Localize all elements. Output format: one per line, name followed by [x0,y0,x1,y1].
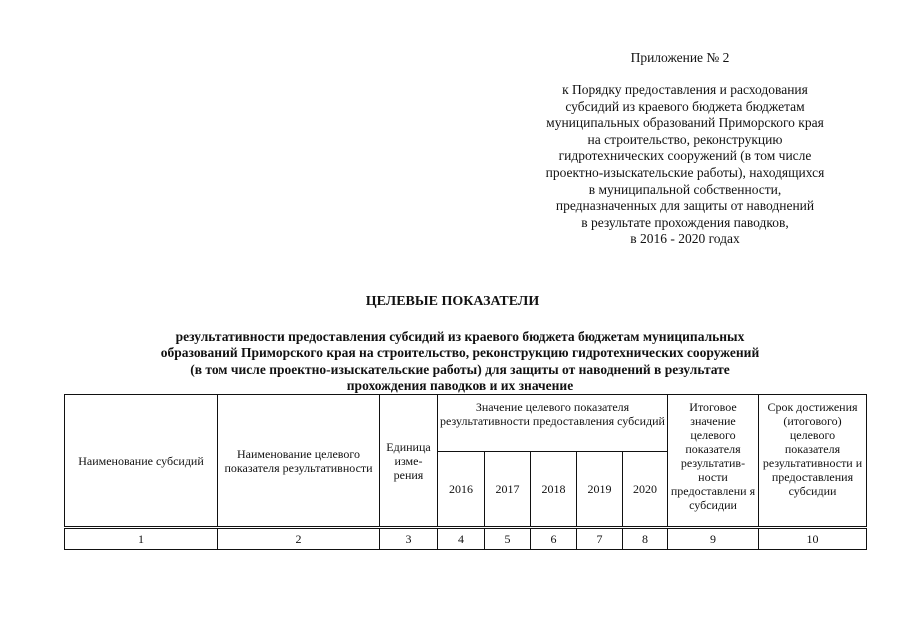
header-year: 2020 [623,452,668,528]
header-year: 2019 [577,452,623,528]
appendix-line: гидротехнических сооружений (в том числе [558,148,812,164]
subtitle-line: прохождения паводков и их значение [346,377,574,393]
column-number-row [65,528,867,550]
column-number: 2 [218,528,380,550]
appendix-line: в 2016 - 2020 годах [630,231,740,247]
header-indicator-name: Наименование целевого показателя результативности [218,395,380,528]
column-number: 4 [438,528,485,550]
appendix-line: муниципальных образований Приморского края [546,115,824,131]
header-year: 2017 [485,452,531,528]
header-subsidy-name: Наименование субсидий [65,395,218,528]
appendix-line: в результате прохождения паводков, [581,214,789,230]
subtitle-line: (в том числе проектно-изыскательские работы) для защиты от наводнений в результате [190,361,730,377]
appendix-line: к Порядку предоставления и расходования [562,82,808,97]
appendix-line: в муниципальной собственности, [588,181,782,197]
appendix-line: предназначенных для защиты от наводнений [555,198,815,214]
column-number: 1 [65,528,218,550]
appendix-number: Приложение № 2 [630,50,730,65]
header-deadline: Срок достижения (итогового) целевого показателя результативности и предоставления субсидии [759,395,867,528]
column-number: 7 [577,528,623,550]
column-number: 6 [531,528,577,550]
appendix-reference [505,82,865,248]
document-subtitle [60,329,860,394]
header-year: 2018 [531,452,577,528]
column-number: 9 [668,528,759,550]
document-title: ЦЕЛЕВЫЕ ПОКАЗАТЕЛИ [365,294,540,309]
appendix-line: проектно-изыскательские работы), находящихся [545,164,825,180]
header-unit: Единица изме-рения [380,395,438,528]
header-target-value: Значение целевого показателя результативности предоставления субсидий [438,395,668,452]
column-number: 8 [623,528,668,550]
subtitle-line: результативности предоставления субсидий из краевого бюджета бюджетам муниципальных [175,329,745,344]
subtitle-line: образований Приморского края на строительство, реконструкцию гидротехнических сооружений [160,345,760,361]
header-row [65,395,867,452]
column-number: 3 [380,528,438,550]
appendix-line: на строительство, реконструкцию [587,131,783,147]
indicators-table [64,394,867,550]
header-year: 2016 [438,452,485,528]
appendix-line: субсидий из краевого бюджета бюджетам [565,98,805,114]
column-number: 10 [759,528,867,550]
column-number: 5 [485,528,531,550]
header-total-value: Итоговое значение целевого показателя результатив-ности предоставлени я субсидии [668,395,759,528]
